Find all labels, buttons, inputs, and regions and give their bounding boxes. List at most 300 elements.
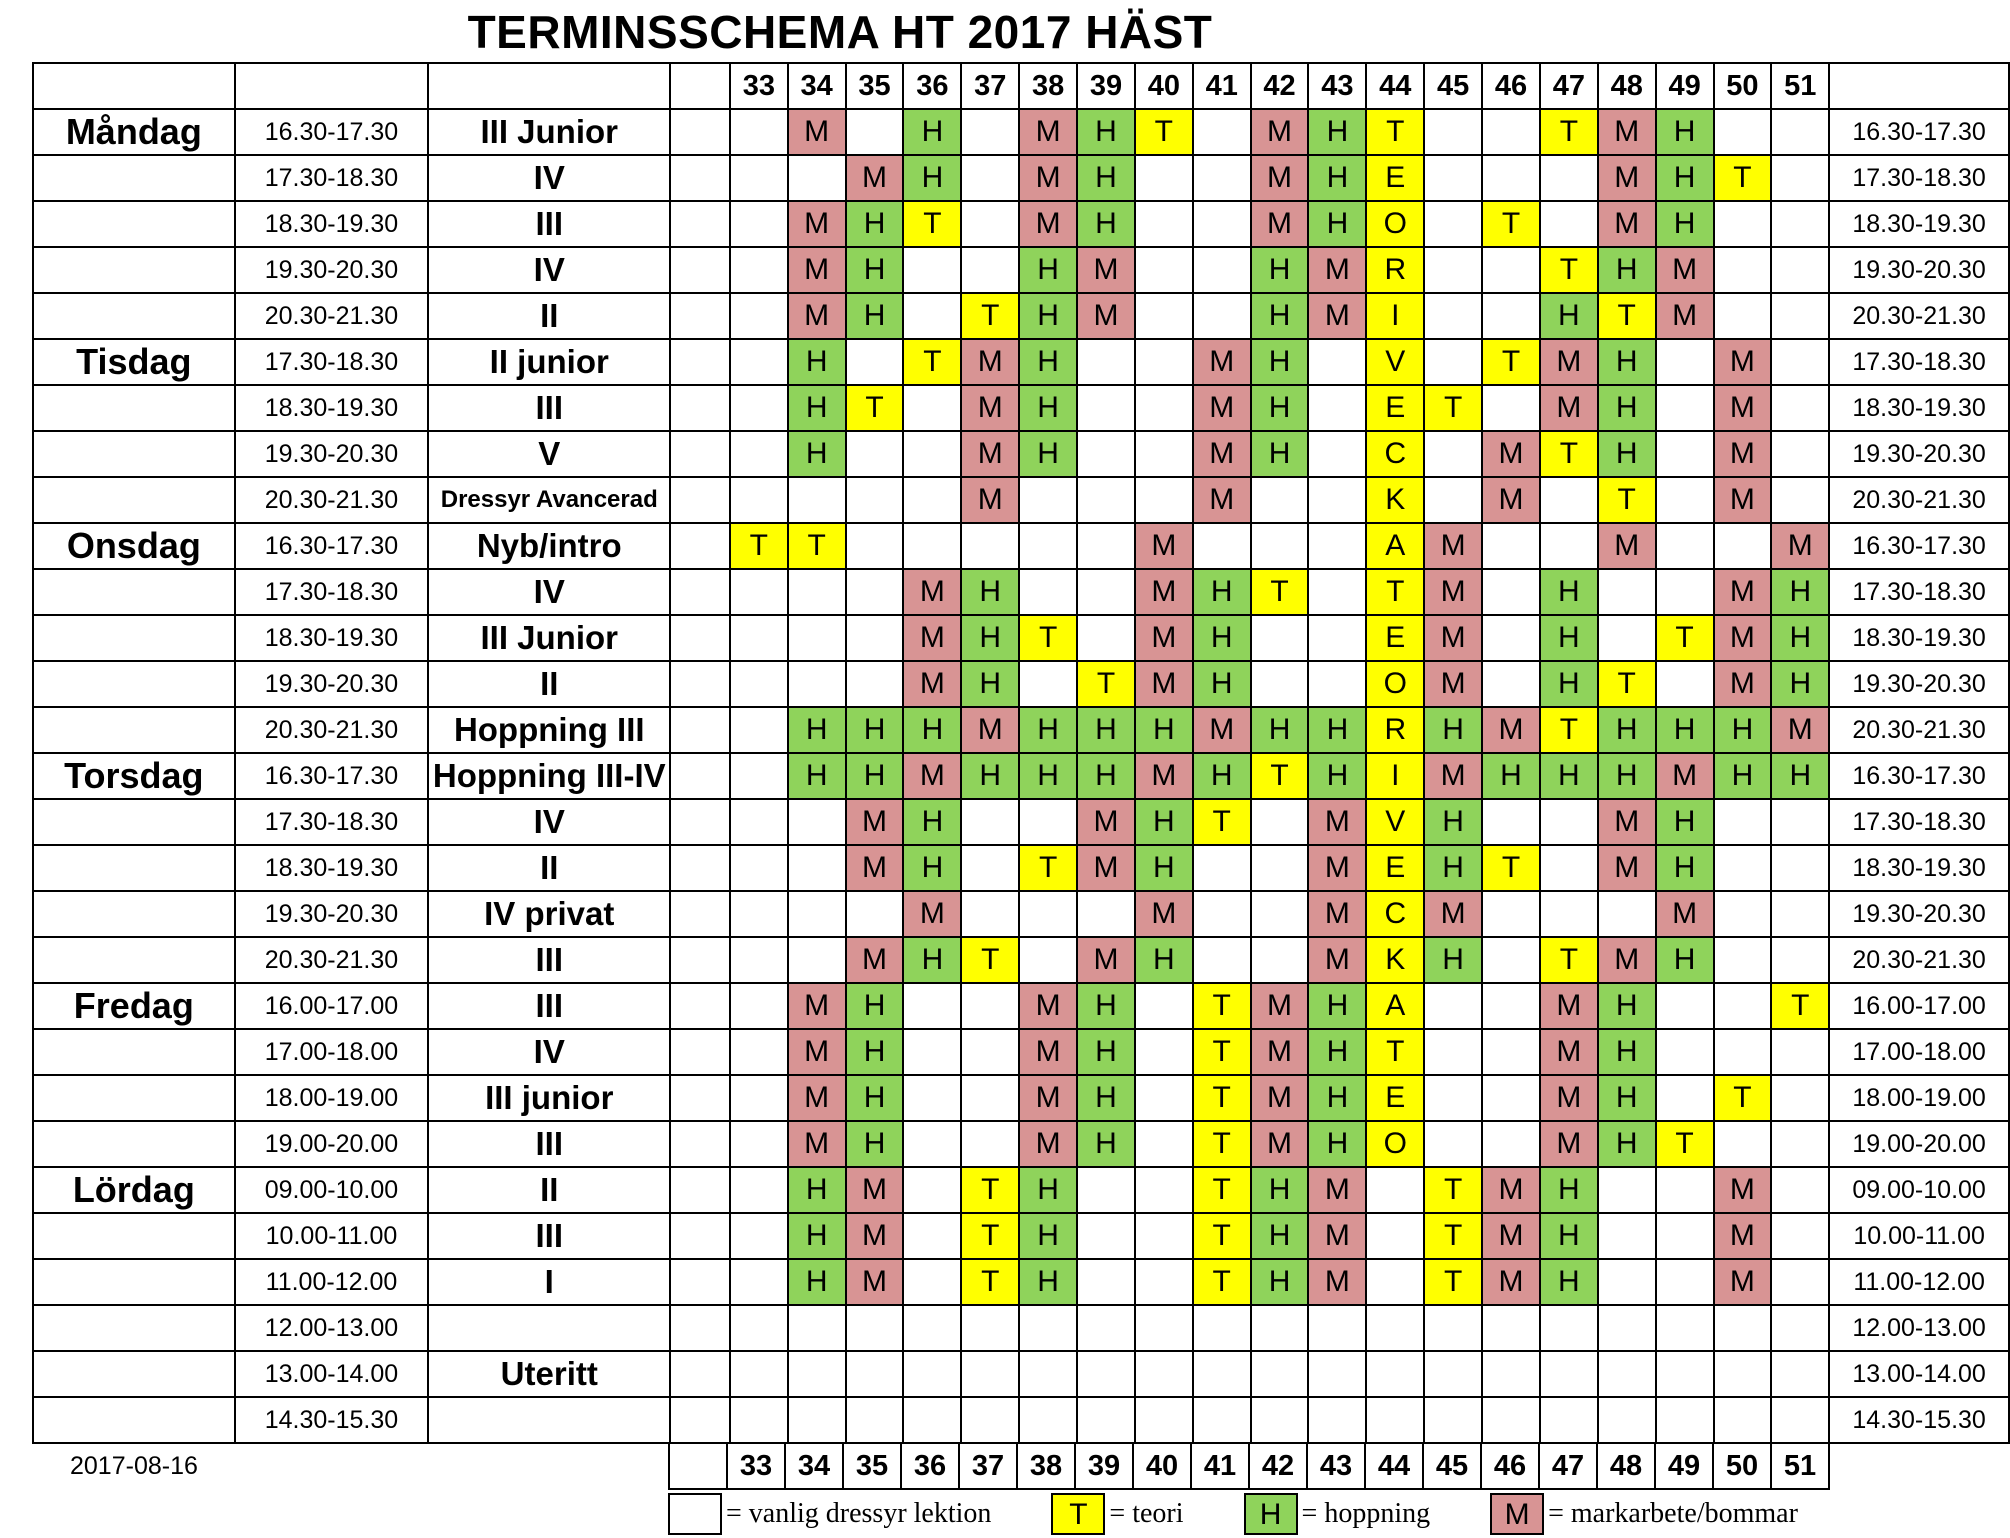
lesson-cell <box>1135 247 1193 293</box>
day-cell <box>33 845 235 891</box>
lesson-cell <box>1540 799 1598 845</box>
lesson-cell: M <box>1077 937 1135 983</box>
lesson-cell: T <box>1019 615 1077 661</box>
lesson-cell: T <box>1424 1213 1482 1259</box>
lesson-cell: H <box>1251 247 1309 293</box>
lesson-cell <box>1714 523 1772 569</box>
lesson-cell: T <box>788 523 846 569</box>
lesson-cell <box>730 569 788 615</box>
lesson-cell: M <box>1482 1213 1540 1259</box>
schedule-row <box>33 983 2009 1029</box>
lesson-cell <box>1771 293 1829 339</box>
lesson-cell: H <box>1308 983 1366 1029</box>
lesson-cell <box>961 201 1019 247</box>
lesson-cell <box>1771 1213 1829 1259</box>
lesson-cell <box>1424 339 1482 385</box>
lesson-cell <box>1308 1397 1366 1443</box>
lesson-cell <box>1251 477 1309 523</box>
lesson-cell: H <box>1077 983 1135 1029</box>
week-header-cell: 46 <box>1482 63 1540 109</box>
group-cell: IV <box>428 155 670 201</box>
lesson-cell: H <box>1771 753 1829 799</box>
lesson-cell <box>1251 1351 1309 1397</box>
lesson-cell: H <box>1540 293 1598 339</box>
lesson-cell <box>730 1351 788 1397</box>
week-footer-cell: 37 <box>959 1443 1017 1489</box>
lesson-cell <box>1077 431 1135 477</box>
lesson-cell <box>1193 523 1251 569</box>
lesson-cell: M <box>846 155 904 201</box>
lesson-cell: M <box>1598 937 1656 983</box>
lesson-cell: T <box>961 1167 1019 1213</box>
lesson-cell: M <box>1019 1075 1077 1121</box>
time-cell-right: 11.00-12.00 <box>1829 1259 2009 1305</box>
lesson-cell <box>1424 983 1482 1029</box>
lesson-cell: M <box>1714 339 1772 385</box>
lesson-cell <box>730 109 788 155</box>
lesson-cell <box>1077 1213 1135 1259</box>
week-footer-cell: 43 <box>1307 1443 1365 1489</box>
spacer-cell <box>670 477 730 523</box>
header-blank-cell <box>33 63 235 109</box>
day-cell <box>33 431 235 477</box>
lesson-cell <box>846 615 904 661</box>
lesson-cell <box>1308 477 1366 523</box>
time-cell-right: 20.30-21.30 <box>1829 707 2009 753</box>
lesson-cell: M <box>1308 293 1366 339</box>
lesson-cell <box>961 523 1019 569</box>
lesson-cell: M <box>1135 615 1193 661</box>
spacer-cell <box>670 431 730 477</box>
lesson-cell <box>1771 891 1829 937</box>
lesson-cell <box>730 845 788 891</box>
lesson-cell: E <box>1366 845 1424 891</box>
lesson-cell: H <box>961 615 1019 661</box>
time-cell: 14.30-15.30 <box>235 1397 429 1443</box>
lesson-cell: H <box>1019 1167 1077 1213</box>
schedule-row <box>33 339 2009 385</box>
week-header-cell: 43 <box>1308 63 1366 109</box>
legend-swatch-markarbete: M <box>1490 1493 1544 1535</box>
header-blank-cell <box>235 63 429 109</box>
lesson-cell: H <box>903 845 961 891</box>
lesson-cell <box>1482 891 1540 937</box>
lesson-cell: M <box>1482 707 1540 753</box>
legend-swatch-vanlig <box>668 1493 722 1535</box>
lesson-cell: H <box>1251 1167 1309 1213</box>
lesson-cell <box>1251 1397 1309 1443</box>
week-footer-cell: 35 <box>843 1443 901 1489</box>
document-date: 2017-08-16 <box>70 1452 198 1480</box>
lesson-cell: M <box>1308 799 1366 845</box>
week-footer-cell: 48 <box>1597 1443 1655 1489</box>
lesson-cell: M <box>1714 661 1772 707</box>
week-footer-cell: 50 <box>1713 1443 1771 1489</box>
spacer-cell <box>670 1351 730 1397</box>
spacer-cell <box>670 937 730 983</box>
group-cell: III junior <box>428 1075 670 1121</box>
lesson-cell <box>730 201 788 247</box>
schedule-row <box>33 1167 2009 1213</box>
lesson-cell <box>1482 247 1540 293</box>
lesson-cell: M <box>1251 155 1309 201</box>
lesson-cell: H <box>1019 293 1077 339</box>
lesson-cell: H <box>788 753 846 799</box>
lesson-cell: T <box>1424 385 1482 431</box>
lesson-cell: H <box>1077 707 1135 753</box>
lesson-cell <box>1714 937 1772 983</box>
lesson-cell: T <box>1019 845 1077 891</box>
lesson-cell <box>1771 155 1829 201</box>
lesson-cell <box>961 1397 1019 1443</box>
schedule-row <box>33 707 2009 753</box>
schedule-row <box>33 1121 2009 1167</box>
time-cell: 16.00-17.00 <box>235 983 429 1029</box>
lesson-cell: H <box>1656 201 1714 247</box>
lesson-cell <box>1482 385 1540 431</box>
lesson-cell: M <box>788 247 846 293</box>
day-cell <box>33 293 235 339</box>
lesson-cell <box>788 155 846 201</box>
group-cell <box>428 1305 670 1351</box>
lesson-cell: H <box>846 753 904 799</box>
schedule-row <box>33 661 2009 707</box>
lesson-cell: H <box>1019 1213 1077 1259</box>
group-cell: IV <box>428 569 670 615</box>
week-header-cell: 36 <box>903 63 961 109</box>
schedule-row <box>33 293 2009 339</box>
lesson-cell <box>1771 1167 1829 1213</box>
lesson-cell <box>1656 661 1714 707</box>
time-cell: 16.30-17.30 <box>235 109 429 155</box>
lesson-cell <box>730 1213 788 1259</box>
lesson-cell <box>903 247 961 293</box>
lesson-cell: T <box>1656 615 1714 661</box>
lesson-cell <box>1424 247 1482 293</box>
lesson-cell <box>1019 1305 1077 1351</box>
schedule-row <box>33 1259 2009 1305</box>
lesson-cell: H <box>788 385 846 431</box>
time-cell-right: 18.30-19.30 <box>1829 615 2009 661</box>
time-cell-right: 18.30-19.30 <box>1829 201 2009 247</box>
lesson-cell: H <box>846 1029 904 1075</box>
day-cell <box>33 477 235 523</box>
day-cell <box>33 1029 235 1075</box>
time-cell: 20.30-21.30 <box>235 707 429 753</box>
lesson-cell: H <box>1656 109 1714 155</box>
lesson-cell: H <box>1193 615 1251 661</box>
lesson-cell <box>1714 1305 1772 1351</box>
schedule-row <box>33 845 2009 891</box>
lesson-cell <box>846 1351 904 1397</box>
lesson-cell: H <box>846 707 904 753</box>
group-cell: IV <box>428 1029 670 1075</box>
lesson-cell: T <box>1424 1167 1482 1213</box>
page-title: TERMINSSCHEMA HT 2017 HÄST <box>467 6 1213 58</box>
lesson-cell <box>1598 1305 1656 1351</box>
lesson-cell <box>1308 569 1366 615</box>
lesson-cell: M <box>1656 247 1714 293</box>
day-cell: Måndag <box>33 109 235 155</box>
group-cell: Dressyr Avancerad <box>428 477 670 523</box>
schedule-row <box>33 937 2009 983</box>
lesson-cell: H <box>788 707 846 753</box>
spacer-cell <box>670 753 730 799</box>
lesson-cell: H <box>1251 293 1309 339</box>
lesson-cell: M <box>1424 753 1482 799</box>
time-cell: 17.30-18.30 <box>235 155 429 201</box>
lesson-cell: H <box>1308 707 1366 753</box>
day-cell <box>33 615 235 661</box>
lesson-cell <box>788 937 846 983</box>
lesson-cell <box>1251 523 1309 569</box>
week-header-cell: 50 <box>1714 63 1772 109</box>
lesson-cell: H <box>1019 247 1077 293</box>
lesson-cell: M <box>1077 293 1135 339</box>
lesson-cell: H <box>1077 1075 1135 1121</box>
time-cell: 17.30-18.30 <box>235 569 429 615</box>
lesson-cell: H <box>1251 1259 1309 1305</box>
week-footer-cell: 34 <box>785 1443 843 1489</box>
lesson-cell <box>730 937 788 983</box>
lesson-cell <box>1656 1397 1714 1443</box>
lesson-cell: M <box>903 615 961 661</box>
lesson-cell <box>788 661 846 707</box>
lesson-cell: H <box>1308 201 1366 247</box>
time-cell: 12.00-13.00 <box>235 1305 429 1351</box>
group-cell: Hoppning III <box>428 707 670 753</box>
lesson-cell <box>903 431 961 477</box>
lesson-cell <box>1771 431 1829 477</box>
lesson-cell <box>1077 339 1135 385</box>
lesson-cell: H <box>1251 339 1309 385</box>
week-footer-cell: 47 <box>1539 1443 1597 1489</box>
lesson-cell <box>788 891 846 937</box>
lesson-cell: H <box>961 661 1019 707</box>
lesson-cell <box>1598 891 1656 937</box>
week-header-cell: 34 <box>788 63 846 109</box>
lesson-cell <box>1771 201 1829 247</box>
schedule-row <box>33 799 2009 845</box>
lesson-cell <box>730 339 788 385</box>
lesson-cell: M <box>1540 339 1598 385</box>
day-cell: Onsdag <box>33 523 235 569</box>
week-header-cell: 39 <box>1077 63 1135 109</box>
lesson-cell <box>1019 937 1077 983</box>
lesson-cell: M <box>1308 891 1366 937</box>
lesson-cell <box>1714 1121 1772 1167</box>
lesson-cell: M <box>1540 385 1598 431</box>
lesson-cell: T <box>903 339 961 385</box>
lesson-cell: M <box>1308 845 1366 891</box>
lesson-cell: H <box>1714 707 1772 753</box>
lesson-cell <box>961 1305 1019 1351</box>
lesson-cell <box>1540 201 1598 247</box>
group-cell: III Junior <box>428 615 670 661</box>
schedule-row <box>33 569 2009 615</box>
lesson-cell: T <box>1656 1121 1714 1167</box>
lesson-cell: H <box>1598 385 1656 431</box>
lesson-cell <box>1193 201 1251 247</box>
day-cell <box>33 1121 235 1167</box>
lesson-cell <box>903 1259 961 1305</box>
lesson-cell: M <box>1251 1121 1309 1167</box>
lesson-cell: T <box>846 385 904 431</box>
spacer-cell <box>670 799 730 845</box>
lesson-cell: M <box>788 983 846 1029</box>
lesson-cell: H <box>1714 753 1772 799</box>
day-cell <box>33 1213 235 1259</box>
group-cell: II <box>428 1167 670 1213</box>
lesson-cell: H <box>846 1121 904 1167</box>
week-footer-cell: 44 <box>1365 1443 1423 1489</box>
lesson-cell <box>903 477 961 523</box>
spacer-cell <box>670 1029 730 1075</box>
lesson-cell <box>1308 431 1366 477</box>
lesson-cell: M <box>1424 523 1482 569</box>
lesson-cell <box>1771 109 1829 155</box>
lesson-cell: H <box>1598 707 1656 753</box>
time-cell-right: 17.30-18.30 <box>1829 339 2009 385</box>
week-footer-cell: 40 <box>1133 1443 1191 1489</box>
lesson-cell: H <box>1308 155 1366 201</box>
lesson-cell: T <box>1540 707 1598 753</box>
lesson-cell: M <box>1714 431 1772 477</box>
schedule-row <box>33 753 2009 799</box>
lesson-cell: M <box>788 293 846 339</box>
spacer-cell <box>670 661 730 707</box>
lesson-cell <box>903 1213 961 1259</box>
lesson-cell: M <box>1308 1213 1366 1259</box>
lesson-cell <box>1019 799 1077 845</box>
lesson-cell <box>846 1305 904 1351</box>
lesson-cell: H <box>1598 431 1656 477</box>
lesson-cell <box>1077 477 1135 523</box>
lesson-cell: H <box>903 155 961 201</box>
lesson-cell: M <box>1482 431 1540 477</box>
time-cell: 20.30-21.30 <box>235 477 429 523</box>
group-cell: III <box>428 385 670 431</box>
lesson-cell <box>1077 1167 1135 1213</box>
lesson-cell: T <box>1598 293 1656 339</box>
lesson-cell <box>1714 891 1772 937</box>
time-cell: 16.30-17.30 <box>235 523 429 569</box>
lesson-cell: H <box>1019 753 1077 799</box>
spacer-cell <box>670 1121 730 1167</box>
lesson-cell: M <box>846 1213 904 1259</box>
lesson-cell <box>1019 523 1077 569</box>
lesson-cell <box>788 615 846 661</box>
lesson-cell <box>1482 1121 1540 1167</box>
lesson-cell <box>1424 431 1482 477</box>
lesson-cell: H <box>788 1213 846 1259</box>
lesson-cell <box>903 1397 961 1443</box>
lesson-cell: H <box>1771 661 1829 707</box>
lesson-cell: M <box>1540 983 1598 1029</box>
day-cell <box>33 1075 235 1121</box>
group-cell: I <box>428 1259 670 1305</box>
spacer-cell <box>670 983 730 1029</box>
legend-label-markarbete: = markarbete/bommar <box>1548 1498 1798 1529</box>
time-cell-right: 13.00-14.00 <box>1829 1351 2009 1397</box>
lesson-cell: H <box>1077 1121 1135 1167</box>
lesson-cell <box>1482 523 1540 569</box>
lesson-cell: H <box>1135 845 1193 891</box>
lesson-cell <box>1771 339 1829 385</box>
lesson-cell: M <box>788 1075 846 1121</box>
lesson-cell <box>846 477 904 523</box>
lesson-cell: M <box>1424 891 1482 937</box>
lesson-cell: H <box>1308 109 1366 155</box>
lesson-cell <box>1308 385 1366 431</box>
group-cell: III <box>428 201 670 247</box>
lesson-cell <box>1193 247 1251 293</box>
lesson-cell <box>730 799 788 845</box>
lesson-cell: H <box>1077 1029 1135 1075</box>
lesson-cell <box>1598 569 1656 615</box>
lesson-cell: M <box>1135 891 1193 937</box>
spacer-cell <box>670 1259 730 1305</box>
lesson-cell: T <box>1193 983 1251 1029</box>
lesson-cell: H <box>903 937 961 983</box>
lesson-cell <box>1193 1397 1251 1443</box>
lesson-cell <box>730 983 788 1029</box>
lesson-cell <box>1424 1305 1482 1351</box>
lesson-cell: M <box>1019 155 1077 201</box>
lesson-cell <box>1135 983 1193 1029</box>
day-cell <box>33 155 235 201</box>
time-cell: 17.30-18.30 <box>235 339 429 385</box>
lesson-cell: M <box>1193 385 1251 431</box>
lesson-cell <box>846 431 904 477</box>
lesson-cell: M <box>903 661 961 707</box>
lesson-cell <box>1714 1397 1772 1443</box>
lesson-cell <box>903 523 961 569</box>
time-cell-right: 16.30-17.30 <box>1829 753 2009 799</box>
time-cell: 18.00-19.00 <box>235 1075 429 1121</box>
lesson-cell <box>730 431 788 477</box>
week-header-cell: 47 <box>1540 63 1598 109</box>
lesson-cell: T <box>1193 1213 1251 1259</box>
lesson-cell <box>1540 1397 1598 1443</box>
lesson-cell <box>1656 431 1714 477</box>
lesson-cell <box>1714 293 1772 339</box>
lesson-cell <box>730 1259 788 1305</box>
lesson-cell <box>1540 845 1598 891</box>
lesson-cell <box>1135 155 1193 201</box>
time-cell-right: 19.30-20.30 <box>1829 431 2009 477</box>
group-cell: II <box>428 661 670 707</box>
day-cell <box>33 1397 235 1443</box>
group-cell: III <box>428 983 670 1029</box>
lesson-cell <box>1077 569 1135 615</box>
lesson-cell: M <box>1424 661 1482 707</box>
lesson-cell: M <box>1308 937 1366 983</box>
time-cell: 16.30-17.30 <box>235 753 429 799</box>
lesson-cell <box>1771 845 1829 891</box>
week-header-row <box>33 63 2009 109</box>
lesson-cell <box>1771 1121 1829 1167</box>
lesson-cell: M <box>846 1259 904 1305</box>
lesson-cell <box>1193 109 1251 155</box>
lesson-cell <box>730 293 788 339</box>
lesson-cell: K <box>1366 477 1424 523</box>
lesson-cell: M <box>1598 845 1656 891</box>
lesson-cell: T <box>961 937 1019 983</box>
lesson-cell <box>730 615 788 661</box>
lesson-cell: T <box>1540 431 1598 477</box>
lesson-cell <box>1771 477 1829 523</box>
